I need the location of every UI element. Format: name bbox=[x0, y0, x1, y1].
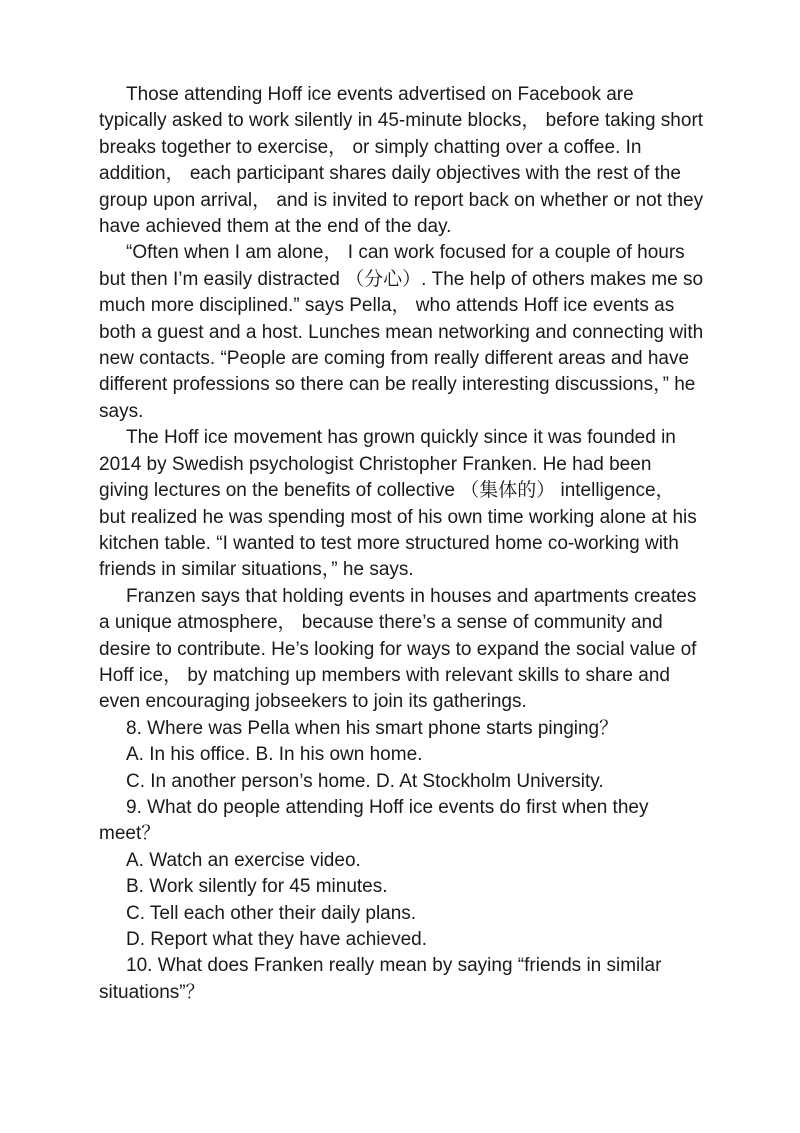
question-9-option-a: A. Watch an exercise video. bbox=[126, 849, 361, 871]
question-9-option-d: D. Report what they have achieved. bbox=[126, 929, 428, 950]
question-8-options-ab: A. In his office. B. In his own home. bbox=[126, 744, 423, 766]
question-9-option-c: C. Tell each other their daily plans. bbox=[126, 902, 417, 924]
passage-paragraph-2: “Often when I am alone， I can work focused for a couple of hours but then I’m easily distracted （分心）. The help of others makes me so much more disciplined.” says Pella， who attends Hoff ice events as both a guest and a host. Lunches mean networking and connecting with new contacts. “People are coming from really different areas and have different professions so there can be really interesting discussions，” he says. bbox=[99, 242, 704, 422]
passage-paragraph-4: Franzen says that holding events in houses and apartments creates a unique atmosphere， because there’s a sense of community and desire to contribute. He’s looking for ways to expand the social value of Hoff ice， by matching up members with relevant skills to share and even encouraging jobseekers to join its gatherings. bbox=[99, 585, 697, 713]
question-9-stem: 9. What do people attending Hoff ice events do first when they meet？ bbox=[99, 796, 649, 845]
question-8-options-cd: C. In another person’s home. D. At Stockholm University. bbox=[126, 770, 604, 792]
document-page bbox=[99, 82, 705, 1006]
passage-paragraph-1: Those attending Hoff ice events advertised on Facebook are typically asked to work silently in 45-minute blocks， before taking short breaks together to exercise， or simply chatting over a coffee. In addition， each participant shares daily objectives with the rest of the group upon arrival， and is invited to report back on whether or not they have achieved them at the end of the day. bbox=[99, 84, 704, 238]
passage-paragraph-3: The Hoff ice movement has grown quickly since it was founded in 2014 by Swedish psychologist Christopher Franken. He had been giving lectures on the benefits of collective （集体的） intelligence， but realized he was spending most of his own time working alone at his kitchen table. “I wanted to test more structured home co-working with friends in similar situations，” he says. bbox=[99, 427, 697, 581]
question-10-stem: 10. What does Franken really mean by saying “friends in similar situations”？ bbox=[99, 955, 662, 1003]
question-9-option-b: B. Work silently for 45 minutes. bbox=[126, 876, 388, 898]
question-8-stem: 8. Where was Pella when his smart phone starts pinging？ bbox=[126, 717, 619, 739]
